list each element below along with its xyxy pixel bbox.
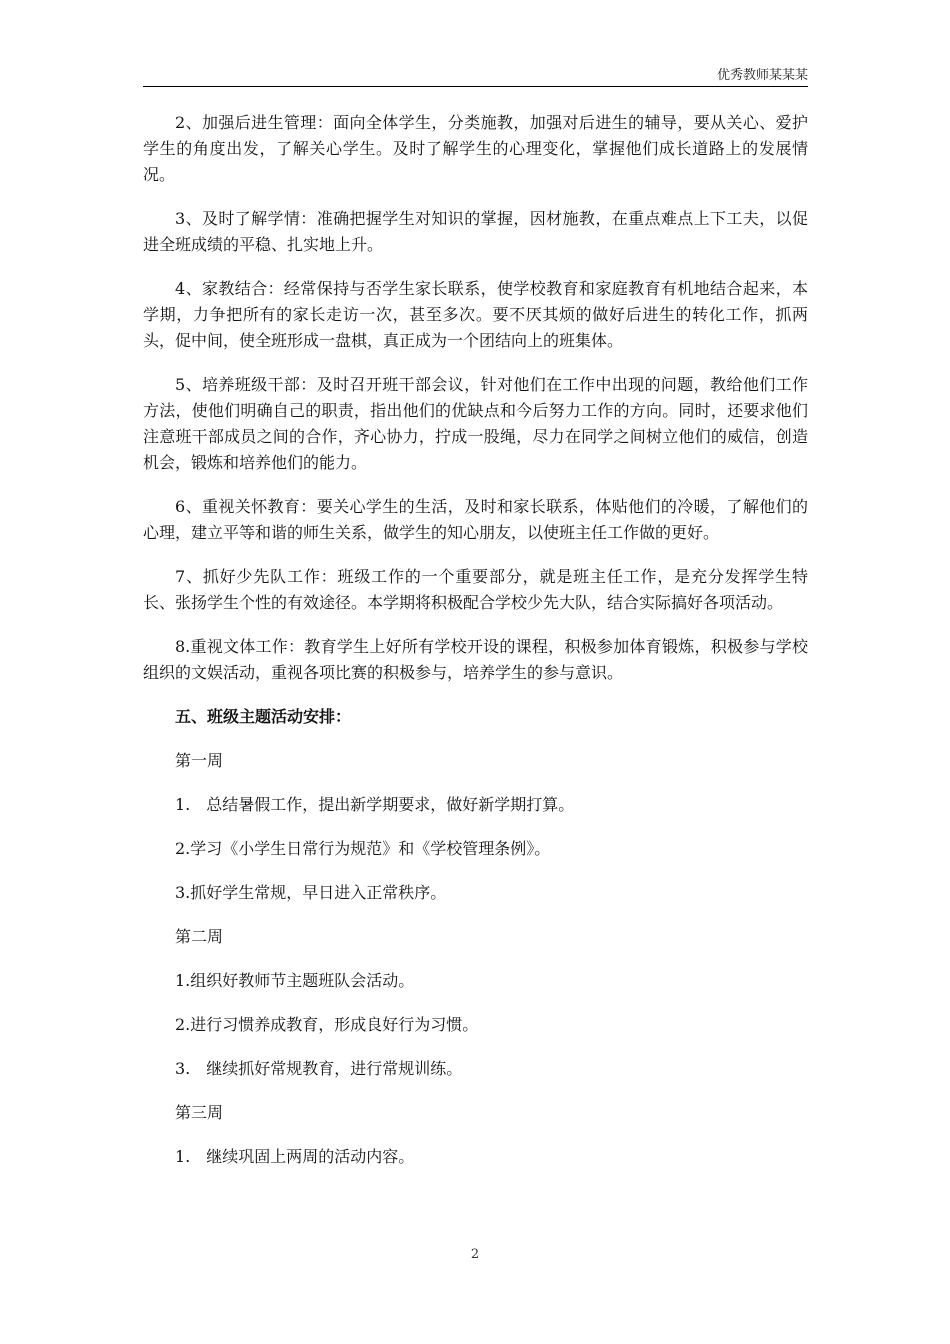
week-2-item: 2.进行习惯养成教育，形成良好行为习惯。 — [175, 1015, 479, 1034]
week-1-item: 1. 总结暑假工作，提出新学期要求，做好新学期打算。 — [175, 795, 575, 814]
section-heading: 五、班级主题活动安排： — [175, 707, 352, 726]
document-body — [143, 110, 808, 1188]
paragraph-5: 5、培养班级干部：及时召开班干部会议，针对他们在工作中出现的问题，教给他们工作方法，使他们明确自己的职责，指出他们的优缺点和今后努力工作的方向。同时，还要求他们注意班干部成员之间的合作，齐心协力，拧成一股绳，尽力在同学之间树立他们的威信，创造机会，锻炼和培养他们的能力。 — [143, 375, 808, 472]
week-1-item: 3.抓好学生常规，早日进入正常秩序。 — [175, 883, 447, 902]
week-3-item: 1. 继续巩固上两周的活动内容。 — [175, 1147, 415, 1166]
paragraph-7: 7、抓好少先队工作：班级工作的一个重要部分，就是班主任工作，是充分发挥学生特长、张扬学生个性的有效途径。本学期将积极配合学校少先大队，结合实际搞好各项活动。 — [143, 567, 808, 612]
week-3-title: 第三周 — [175, 1103, 224, 1122]
week-2-title: 第二周 — [175, 927, 224, 946]
week-2-item: 1.组织好教师节主题班队会活动。 — [175, 971, 415, 990]
page-number: 2 — [470, 1247, 480, 1262]
header-author: 优秀教师某某某 — [716, 68, 808, 83]
paragraph-3: 3、及时了解学情：准确把握学生对知识的掌握，因材施教，在重点难点上下工夫，以促进全班成绩的平稳、扎实地上升。 — [143, 209, 808, 254]
paragraph-8: 8.重视文体工作：教育学生上好所有学校开设的课程，积极参加体育锻炼，积极参与学校组织的文娱活动，重视各项比赛的积极参与，培养学生的参与意识。 — [143, 637, 808, 682]
paragraph-2: 2、加强后进生管理：面向全体学生，分类施教，加强对后进生的辅导，要从关心、爱护学生的角度出发，了解关心学生。及时了解学生的心理变化，掌握他们成长道路上的发展情况。 — [143, 113, 808, 184]
page-header — [143, 62, 808, 87]
paragraph-6: 6、重视关怀教育：要关心学生的生活，及时和家长联系，体贴他们的冷暖，了解他们的心理，建立平等和谐的师生关系，做学生的知心朋友，以使班主任工作做的更好。 — [143, 497, 808, 542]
week-1-item: 2.学习《小学生日常行为规范》和《学校管理条例》。 — [175, 839, 551, 858]
week-1-title: 第一周 — [175, 751, 224, 770]
week-2-item: 3. 继续抓好常规教育，进行常规训练。 — [175, 1059, 463, 1078]
paragraph-4: 4、家教结合：经常保持与否学生家长联系，使学校教育和家庭教育有机地结合起来，本学期，力争把所有的家长走访一次，甚至多次。要不厌其烦的做好后进生的转化工作，抓两头，促中间，使全班形成一盘棋，真正成为一个团结向上的班集体。 — [143, 279, 808, 350]
